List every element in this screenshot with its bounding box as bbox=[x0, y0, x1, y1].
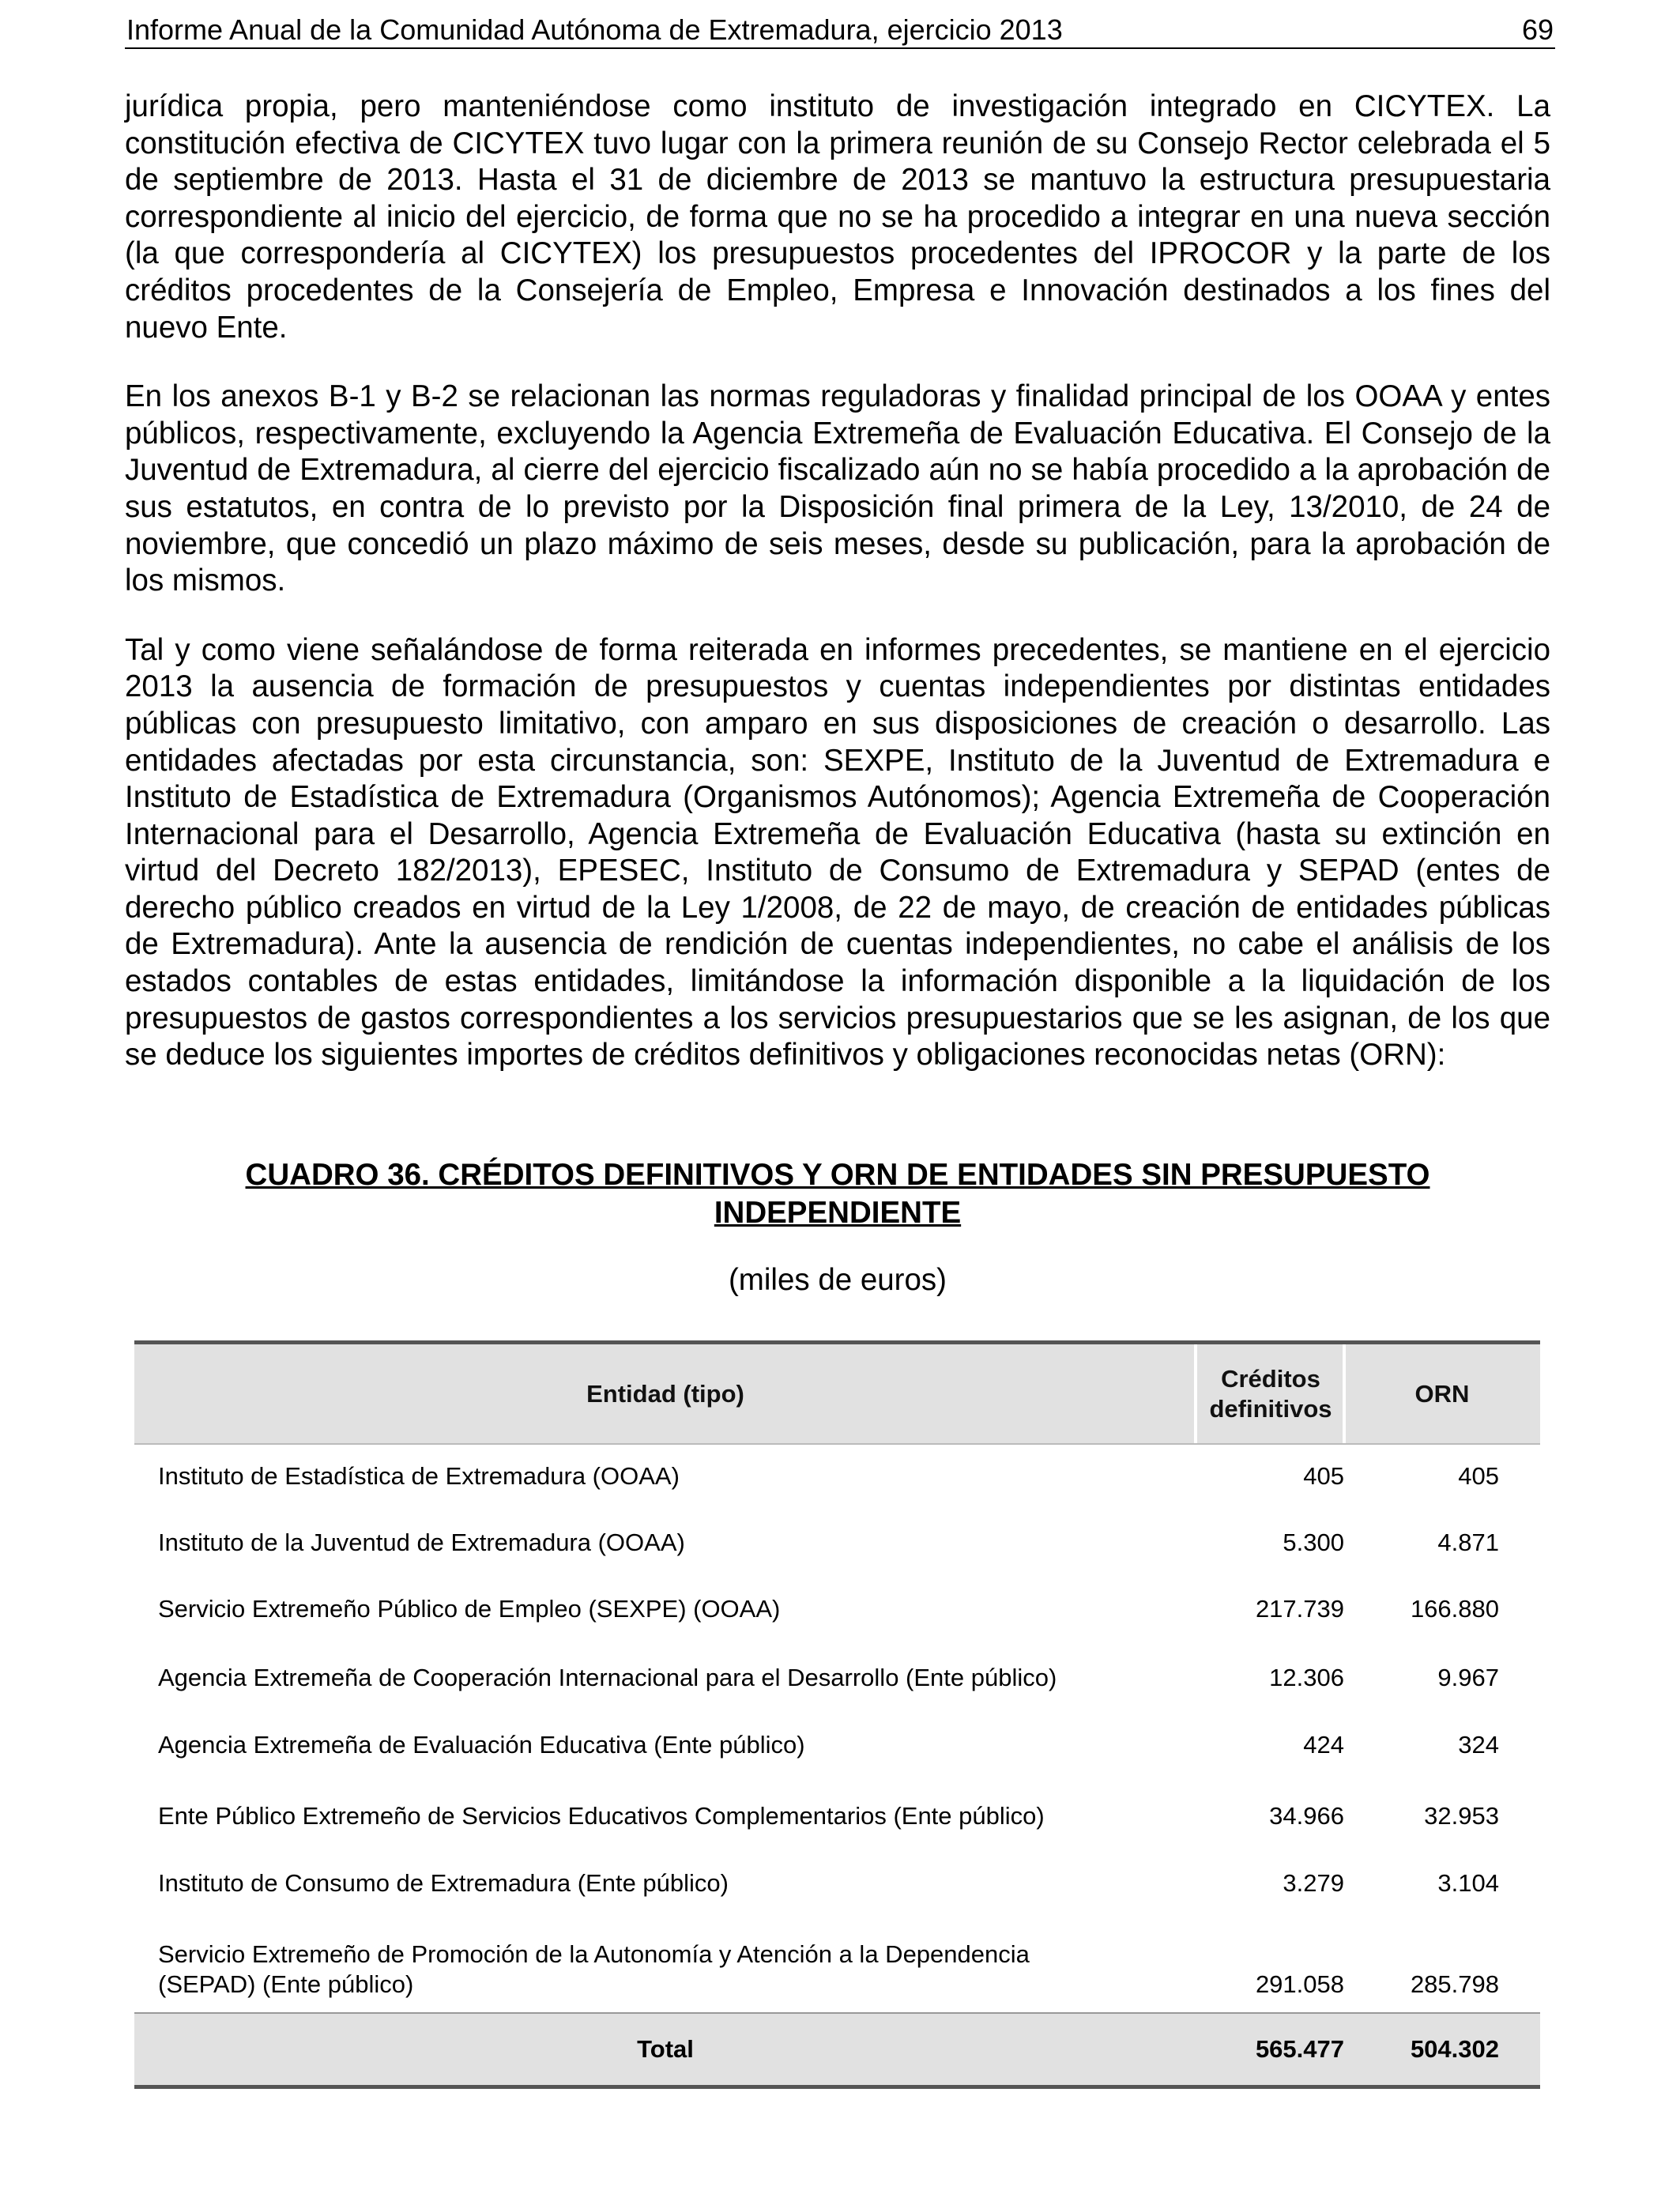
cell-credits: 5.300 bbox=[1283, 1529, 1344, 1556]
table-row bbox=[134, 1578, 1540, 1647]
cell-orn: 405 bbox=[1458, 1462, 1499, 1490]
cell-entity: Instituto de Estadística de Extremadura (OOAA) bbox=[158, 1462, 680, 1490]
cell-credits: 291.058 bbox=[1255, 1970, 1344, 1998]
table-row bbox=[134, 1851, 1540, 1922]
table-title bbox=[125, 1156, 1550, 1232]
page-header bbox=[125, 8, 1555, 49]
cell-credits: 424 bbox=[1303, 1731, 1344, 1759]
cell-orn: 4.871 bbox=[1437, 1529, 1499, 1556]
cell-orn: 3.104 bbox=[1437, 1869, 1499, 1897]
cell-orn: 9.967 bbox=[1437, 1664, 1499, 1691]
total-orn: 504.302 bbox=[1410, 2035, 1499, 2063]
table-title-line: INDEPENDIENTE bbox=[714, 1196, 962, 1230]
cell-credits: 34.966 bbox=[1269, 1802, 1344, 1830]
cell-entity: Ente Público Extremeño de Servicios Educativos Complementarios (Ente público) bbox=[158, 1802, 1045, 1830]
cell-entity-line: (SEPAD) (Ente público) bbox=[158, 1970, 414, 1998]
header-orn: ORN bbox=[1414, 1379, 1470, 1408]
header-entity: Entidad (tipo) bbox=[586, 1379, 744, 1408]
cell-entity: Instituto de Consumo de Extremadura (Ente público) bbox=[158, 1869, 729, 1897]
table-row bbox=[134, 1784, 1540, 1851]
paragraph: jurídica propia, pero manteniéndose como instituto de investigación integrado en CICYTEX. La constitución efectiva de CICYTEX tuvo lugar con la primera reunión de su Consejo Rector celebrada el 5 de septiembre de 2013. Hasta el 31 de diciembre de 2013 se mantuvo la estructura presupuestaria correspondiente al inicio del ejercicio, de forma que no se ha procedido a integrar en una nueva sección (la que correspondería al CICYTEX) los presupuestos procedentes del IPROCOR y la parte de los créditos procedentes de la Consejería de Empleo, Empresa e Innovación destinados a los fines del nuevo Ente. bbox=[125, 89, 1550, 345]
table-units: (miles de euros) bbox=[728, 1263, 947, 1297]
cell-entity-line: Servicio Extremeño de Promoción de la Autonomía y Atención a la Dependencia bbox=[158, 1940, 1030, 1968]
header-credits bbox=[1197, 1344, 1344, 1443]
total-credits: 565.477 bbox=[1255, 2035, 1344, 2063]
cell-entity: Agencia Extremeña de Cooperación Internacional para el Desarrollo (Ente público) bbox=[158, 1664, 1057, 1691]
cell-credits: 217.739 bbox=[1255, 1595, 1344, 1623]
cell-orn: 285.798 bbox=[1410, 1970, 1499, 1998]
table-total-row bbox=[134, 2012, 1540, 2089]
cell-orn: 166.880 bbox=[1410, 1595, 1499, 1623]
table-row bbox=[134, 1714, 1540, 1784]
cell-entity: Servicio Extremeño Público de Empleo (SEXPE) (OOAA) bbox=[158, 1595, 781, 1623]
cell-credits: 405 bbox=[1303, 1462, 1344, 1490]
cell-entity: Instituto de la Juventud de Extremadura (OOAA) bbox=[158, 1529, 685, 1556]
header-credits-line: definitivos bbox=[1209, 1394, 1332, 1423]
total-label: Total bbox=[637, 2035, 694, 2063]
cell-orn: 32.953 bbox=[1424, 1802, 1499, 1830]
table-title-line: CUADRO 36. CRÉDITOS DEFINITIVOS Y ORN DE ENTIDADES SIN PRESUPUESTO bbox=[245, 1158, 1430, 1192]
table-row bbox=[134, 1512, 1540, 1578]
table-row bbox=[134, 1922, 1540, 2012]
cell-entity bbox=[158, 1940, 1185, 2000]
document-body bbox=[125, 89, 1550, 1074]
table-row bbox=[134, 1647, 1540, 1714]
paragraph: Tal y como viene señalándose de forma reiterada en informes precedentes, se mantiene en el ejercicio 2013 la ausencia de formación de presupuestos y cuentas independientes por distintas entidades públicas con presupuesto limitativo, con amparo en sus disposiciones de creación o desarrollo. Las entidades afectadas por esta circunstancia, son: SEXPE, Instituto de la Juventud de Extremadura e Instituto de Estadística de Extremadura (Organismos Autónomos); Agencia Extremeña de Cooperación Internacional para el Desarrollo, Agencia Extremeña de Evaluación Educativa (hasta su extinción en virtud del Decreto 182/2013), EPESEC, Instituto de Consumo de Extremadura y SEPAD (entes de derecho público creados en virtud de la Ley 1/2008, de 22 de mayo, de creación de entidades públicas de Extremadura). Ante la ausencia de rendición de cuentas independientes, no cabe el análisis de los estados contables de estas entidades, limitándose la información disponible a la liquidación de los presupuestos de gastos correspondientes a los servicios presupuestarios que se les asignan, de los que se deduce los siguientes importes de créditos definitivos y obligaciones reconocidas netas (ORN): bbox=[125, 632, 1550, 1072]
page-number: 69 bbox=[1521, 13, 1554, 46]
report-title: Informe Anual de la Comunidad Autónoma de Extremadura, ejercicio 2013 bbox=[126, 13, 1063, 46]
header-credits-line: Créditos bbox=[1221, 1364, 1320, 1393]
cell-entity: Agencia Extremeña de Evaluación Educativa (Ente público) bbox=[158, 1731, 805, 1759]
table-header bbox=[134, 1344, 1540, 1445]
cell-credits: 12.306 bbox=[1269, 1664, 1344, 1691]
cell-credits: 3.279 bbox=[1283, 1869, 1344, 1897]
table-row bbox=[134, 1445, 1540, 1512]
data-table bbox=[134, 1340, 1540, 2089]
paragraph: En los anexos B-1 y B-2 se relacionan las normas reguladoras y finalidad principal de los OOAA y entes públicos, respectivamente, excluyendo la Agencia Extremeña de Evaluación Educativa. El Consejo de la Juventud de Extremadura, al cierre del ejercicio fiscalizado aún no se había procedido a la aprobación de sus estatutos, en contra de lo previsto por la Disposición final primera de la Ley, 13/2010, de 24 de noviembre, que concedió un plazo máximo de seis meses, desde su publicación, para la aprobación de los mismos. bbox=[125, 379, 1550, 598]
cell-orn: 324 bbox=[1458, 1731, 1499, 1759]
